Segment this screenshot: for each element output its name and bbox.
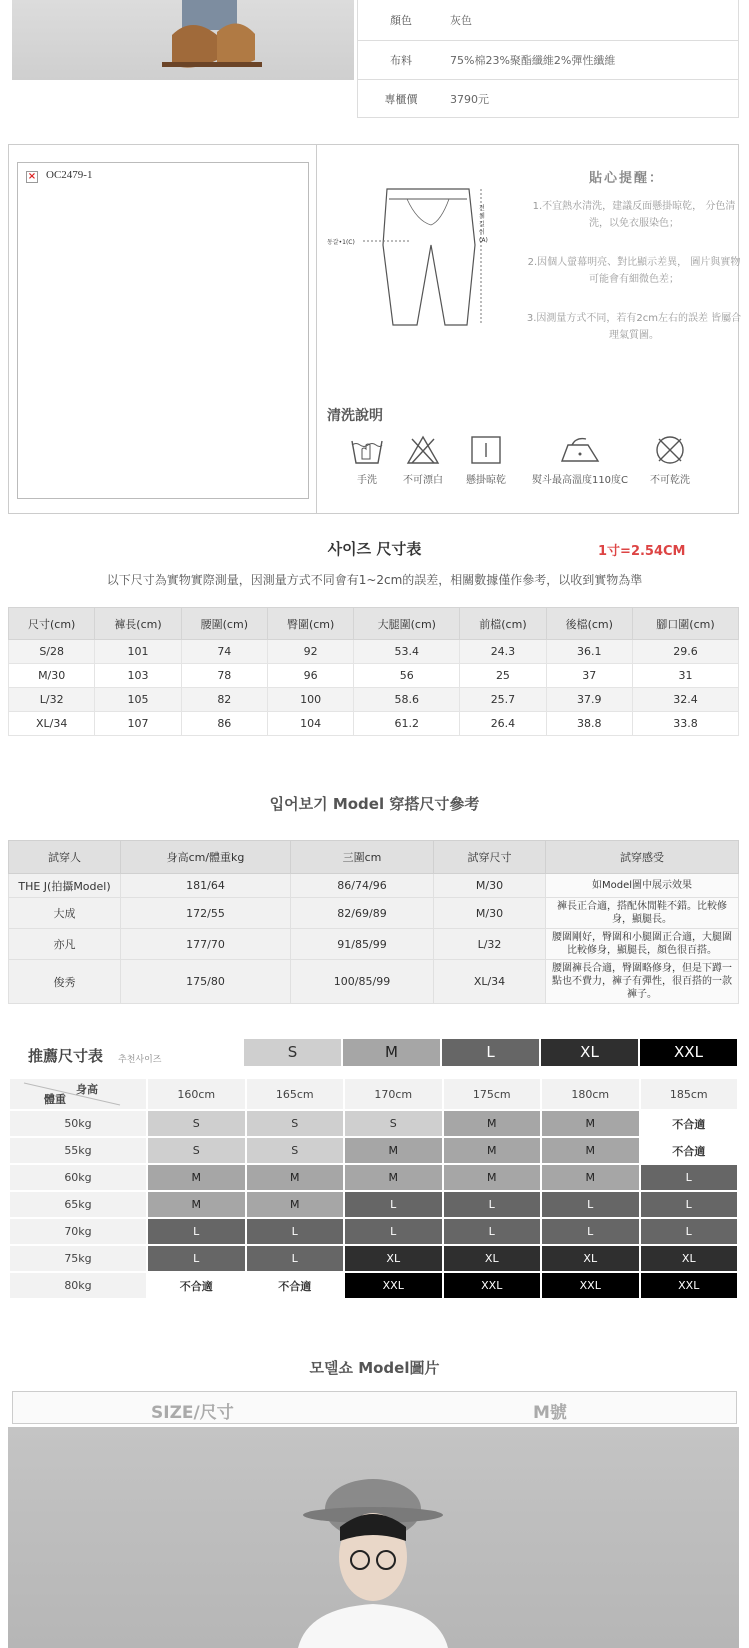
- corner-height-label: 身高: [76, 1083, 98, 1096]
- table-row: [9, 898, 739, 929]
- wash-item-nodry: [640, 435, 700, 486]
- table-cell: 56: [354, 664, 460, 688]
- table-cell: 82: [181, 688, 267, 712]
- size-table-header-cell: 臀圍(cm): [267, 608, 353, 640]
- size-chart-note: 以下尺寸為實物實際測量，因測量方式不同會有1~2cm的誤差，相關數據僅作參考，以收到實物為準: [106, 573, 643, 587]
- weight-header: 55kg: [9, 1137, 147, 1164]
- weight-header: 75kg: [9, 1245, 147, 1272]
- table-cell: 61.2: [354, 712, 460, 736]
- table-cell: 177/70: [121, 929, 291, 960]
- recommend-cell: M: [541, 1110, 640, 1137]
- table-cell: 53.4: [354, 640, 460, 664]
- size-table: [8, 607, 739, 736]
- table-row: [9, 664, 739, 688]
- spec-label: 布料: [390, 54, 412, 67]
- wash-title: 清洗說明: [327, 408, 383, 424]
- table-cell: 172/55: [121, 898, 291, 929]
- table-row: [9, 1218, 738, 1245]
- reminder-3: 3.因測量方式不同，若有2cm左右的誤差 皆屬合理氣質圖。: [526, 313, 742, 341]
- size-table-header-cell: 前檔(cm): [460, 608, 546, 640]
- recommend-cell: XL: [541, 1245, 640, 1272]
- table-cell: 105: [95, 688, 181, 712]
- iron-icon: [558, 435, 602, 465]
- table-cell: 亦凡: [9, 929, 121, 960]
- recommend-cell: L: [640, 1164, 739, 1191]
- model-fit-title: 입어보기 Model 穿搭尺寸參考: [269, 795, 480, 813]
- table-cell: 26.4: [460, 712, 546, 736]
- model-table-header: [9, 841, 739, 874]
- hand-wash-icon: [350, 435, 384, 465]
- table-cell: 32.4: [632, 688, 738, 712]
- size-table-header-cell: 腳口圍(cm): [632, 608, 738, 640]
- table-cell: 104: [267, 712, 353, 736]
- table-cell: M/30: [434, 898, 546, 929]
- model-table-header-cell: 三圍cm: [291, 841, 434, 874]
- wash-item-hang: [456, 435, 516, 486]
- size-table-header-cell: 尺寸(cm): [9, 608, 95, 640]
- weight-header: 65kg: [9, 1191, 147, 1218]
- size-chart-title: 사이즈 尺寸表: [327, 540, 422, 558]
- recommend-cell: XXL: [344, 1272, 443, 1299]
- wash-label-hang: 懸掛晾乾: [466, 475, 506, 486]
- model-photo-title: 모델쇼 Model圖片: [309, 1359, 440, 1377]
- wash-label-hand: 手洗: [357, 475, 377, 486]
- table-cell: 33.8: [632, 712, 738, 736]
- table-cell: M/30: [9, 664, 95, 688]
- spec-label: 專櫃價: [384, 93, 418, 106]
- height-header: 170cm: [344, 1078, 443, 1110]
- recommend-cell: M: [443, 1164, 542, 1191]
- table-row: [9, 929, 739, 960]
- legend-xl: XL: [541, 1039, 638, 1066]
- size-table-header-cell: 腰圍(cm): [181, 608, 267, 640]
- spec-row: [358, 40, 738, 79]
- recommend-cell: S: [344, 1110, 443, 1137]
- corner-weight-label: 體重: [44, 1093, 66, 1106]
- fit-feedback: 腰圍褲長合適，臀圍略修身，但是下蹲一點也不費力，褲子有彈性，很百搭的一款褲子。: [546, 960, 739, 1004]
- table-row: [9, 1191, 738, 1218]
- recommend-cell: S: [246, 1137, 345, 1164]
- table-row: [9, 960, 739, 1004]
- size-table-header-cell: 褲長(cm): [95, 608, 181, 640]
- table-cell: 91/85/99: [291, 929, 434, 960]
- table-cell: L/32: [434, 929, 546, 960]
- table-cell: 大成: [9, 898, 121, 929]
- recommend-cell: M: [443, 1137, 542, 1164]
- broken-image-icon: ×: [27, 171, 37, 182]
- reminder-title: 貼心提醒：: [589, 171, 665, 186]
- legend-xxl: XXL: [640, 1039, 737, 1066]
- inch-conversion: 1寸=2.54CM: [598, 544, 686, 559]
- legend-m: M: [343, 1039, 440, 1066]
- table-cell: 37.9: [546, 688, 632, 712]
- weight-header: 80kg: [9, 1272, 147, 1299]
- wash-label-iron: 熨斗最高溫度110度C: [531, 475, 629, 486]
- table-cell: 101: [95, 640, 181, 664]
- recommend-header-row: [9, 1078, 738, 1110]
- weight-header: 60kg: [9, 1164, 147, 1191]
- table-cell: 37: [546, 664, 632, 688]
- recommend-cell: S: [246, 1110, 345, 1137]
- recommend-cell: L: [640, 1218, 739, 1245]
- legend-s: S: [244, 1039, 341, 1066]
- table-row: [9, 1110, 738, 1137]
- table-cell: M/30: [434, 874, 546, 898]
- table-cell: S/28: [9, 640, 95, 664]
- size-bar-label: SIZE/尺寸: [151, 1403, 234, 1423]
- recommend-cell: XXL: [443, 1272, 542, 1299]
- recommend-cell: L: [640, 1191, 739, 1218]
- table-cell: 31: [632, 664, 738, 688]
- recommend-cell: S: [147, 1110, 246, 1137]
- table-cell: 82/69/89: [291, 898, 434, 929]
- wash-item-nobleach: [393, 435, 453, 486]
- fit-feedback: 腰圍剛好，臀圍和小腿圍正合適，大腿圍比較修身，顯腿長，顏色很百搭。: [546, 929, 739, 960]
- wash-item-hand: [342, 435, 392, 486]
- wash-label-nobleach: 不可漂白: [403, 475, 443, 486]
- model-table-header-cell: 試穿人: [9, 841, 121, 874]
- table-cell: XL/34: [9, 712, 95, 736]
- height-header: 160cm: [147, 1078, 246, 1110]
- recommend-cell: M: [541, 1137, 640, 1164]
- size-bar: [12, 1391, 737, 1424]
- table-row: [9, 712, 739, 736]
- table-row: [9, 1272, 738, 1299]
- no-dry-clean-icon: [653, 435, 687, 465]
- table-row: [9, 1137, 738, 1164]
- size-table-header-cell: 大腿圍(cm): [354, 608, 460, 640]
- recommend-cell: M: [541, 1164, 640, 1191]
- recommend-cell: S: [147, 1137, 246, 1164]
- table-cell: 24.3: [460, 640, 546, 664]
- size-bar-value: M號: [533, 1403, 567, 1423]
- model-table-header-cell: 試穿感受: [546, 841, 739, 874]
- recommend-cell: L: [541, 1218, 640, 1245]
- length-label: 전체길이(A): [479, 205, 488, 244]
- height-header: 180cm: [541, 1078, 640, 1110]
- table-cell: 38.8: [546, 712, 632, 736]
- recommend-cell: M: [147, 1191, 246, 1218]
- product-photo-top: [12, 0, 354, 80]
- height-header: 175cm: [443, 1078, 542, 1110]
- table-cell: XL/34: [434, 960, 546, 1004]
- table-cell: 58.6: [354, 688, 460, 712]
- model-fit-table: [8, 840, 739, 1004]
- recommend-cell: L: [541, 1191, 640, 1218]
- panel-divider: [316, 145, 317, 513]
- spec-row: [358, 79, 738, 118]
- recommend-cell: L: [246, 1245, 345, 1272]
- spec-label: 顏色: [390, 14, 412, 27]
- height-weight-corner: [9, 1078, 147, 1110]
- broken-image: [17, 162, 309, 499]
- table-cell: 74: [181, 640, 267, 664]
- height-header: 185cm: [640, 1078, 739, 1110]
- recommend-cell: 不合適: [640, 1110, 739, 1137]
- wash-label-nodry: 不可乾洗: [650, 475, 690, 486]
- recommend-cell: L: [344, 1218, 443, 1245]
- recommend-cell: L: [344, 1191, 443, 1218]
- table-cell: 25: [460, 664, 546, 688]
- recommend-cell: L: [443, 1218, 542, 1245]
- table-row: [9, 874, 739, 898]
- recommend-cell: M: [344, 1164, 443, 1191]
- recommend-cell: M: [344, 1137, 443, 1164]
- table-cell: L/32: [9, 688, 95, 712]
- recommend-cell: XL: [443, 1245, 542, 1272]
- table-cell: 86: [181, 712, 267, 736]
- spec-value: 75%棉23%聚酯纖維2%彈性纖維: [450, 54, 616, 67]
- recommend-subtitle: 추천사이즈: [118, 1055, 162, 1065]
- recommend-cell: XL: [640, 1245, 739, 1272]
- hang-dry-icon: [469, 435, 503, 465]
- table-cell: 78: [181, 664, 267, 688]
- height-header: 165cm: [246, 1078, 345, 1110]
- recommend-cell: XXL: [541, 1272, 640, 1299]
- legend-l: L: [442, 1039, 539, 1066]
- model-photo: [8, 1427, 739, 1648]
- size-table-header-cell: 後檔(cm): [546, 608, 632, 640]
- reminder-1: 1.不宜熱水清洗，建議反面懸掛晾乾， 分色清洗，以免衣服染色；: [532, 201, 736, 229]
- table-row: [9, 1164, 738, 1191]
- size-table-header: [9, 608, 739, 640]
- table-row: [9, 640, 739, 664]
- no-bleach-icon: [406, 435, 440, 465]
- table-cell: THE J(拍攝Model): [9, 874, 121, 898]
- recommend-cell: L: [147, 1245, 246, 1272]
- recommend-cell: M: [246, 1191, 345, 1218]
- recommend-cell: M: [147, 1164, 246, 1191]
- pants-diagram: [349, 185, 529, 335]
- reminder-2: 2.因個人螢幕明亮、對比顯示差異， 圖片與實物可能會有細微色差；: [527, 257, 741, 285]
- table-cell: 100: [267, 688, 353, 712]
- table-cell: 25.7: [460, 688, 546, 712]
- spec-table: [357, 0, 739, 118]
- info-panel: [8, 144, 742, 514]
- spec-value: 3790元: [450, 93, 489, 106]
- recommend-cell: XL: [344, 1245, 443, 1272]
- table-cell: 107: [95, 712, 181, 736]
- fit-feedback: 褲長正合適，搭配休閒鞋不錯。比較修身，顯腿長。: [546, 898, 739, 929]
- table-row: [9, 1245, 738, 1272]
- table-cell: 36.1: [546, 640, 632, 664]
- recommend-grid: [8, 1077, 739, 1300]
- table-cell: 29.6: [632, 640, 738, 664]
- table-cell: 86/74/96: [291, 874, 434, 898]
- table-cell: 92: [267, 640, 353, 664]
- model-table-header-cell: 試穿尺寸: [434, 841, 546, 874]
- spec-value: 灰色: [450, 14, 472, 27]
- recommend-cell: L: [147, 1218, 246, 1245]
- table-cell: 96: [267, 664, 353, 688]
- recommend-cell: 不合適: [246, 1272, 345, 1299]
- wash-item-iron: [521, 435, 639, 486]
- waist-label: 동갈•1(C): [327, 239, 355, 246]
- recommend-cell: L: [443, 1191, 542, 1218]
- table-cell: 181/64: [121, 874, 291, 898]
- recommend-cell: L: [246, 1218, 345, 1245]
- recommend-cell: 不合適: [640, 1137, 739, 1164]
- recommend-cell: XXL: [640, 1272, 739, 1299]
- table-cell: 俊秀: [9, 960, 121, 1004]
- spec-row: [358, 0, 738, 40]
- recommend-cell: M: [443, 1110, 542, 1137]
- weight-header: 70kg: [9, 1218, 147, 1245]
- table-cell: 100/85/99: [291, 960, 434, 1004]
- table-cell: 103: [95, 664, 181, 688]
- recommend-cell: M: [246, 1164, 345, 1191]
- fit-feedback: 如Model圖中展示效果: [546, 874, 739, 898]
- table-row: [9, 688, 739, 712]
- weight-header: 50kg: [9, 1110, 147, 1137]
- image-code: OC2479-1: [46, 169, 93, 181]
- model-table-header-cell: 身高cm/體重kg: [121, 841, 291, 874]
- recommend-cell: 不合適: [147, 1272, 246, 1299]
- recommend-title: 推薦尺寸表: [28, 1047, 104, 1065]
- table-cell: 175/80: [121, 960, 291, 1004]
